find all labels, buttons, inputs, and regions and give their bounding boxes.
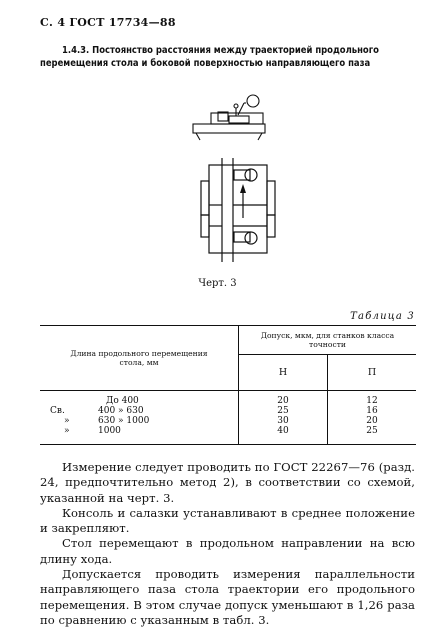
feed-direction-arrow: [240, 184, 246, 193]
right-guide-lower: [267, 215, 275, 237]
header-tolerance: Допуск, мкм, для станков класса точности: [260, 331, 395, 350]
table-upper-part: [211, 113, 263, 124]
header-class-h: Н: [239, 355, 328, 391]
measurement-scheme-figure: [0, 0, 435, 300]
row-h: 25: [239, 406, 328, 416]
dial-indicator-lower: [245, 232, 257, 244]
row-h: 40: [239, 426, 328, 445]
table-row: [40, 391, 416, 407]
row-p: 20: [366, 416, 378, 426]
section-number: 1.4.3.: [62, 45, 90, 56]
row-range: 400 » 630: [98, 406, 144, 416]
page-header: С. 4 ГОСТ 17734—88: [40, 16, 176, 29]
table-row: [40, 416, 416, 426]
left-guide-lower: [201, 215, 209, 237]
row-p: 16: [366, 406, 378, 416]
paragraph: Стол перемещают в продольном направлении на всю длину хода.: [40, 536, 415, 566]
table-row: [40, 406, 416, 416]
row-p: 12: [366, 396, 378, 406]
table-body: [209, 165, 267, 253]
row-prefix: »: [64, 426, 70, 436]
body-text: [40, 460, 415, 628]
row-range: До 400: [106, 396, 139, 406]
table-row: [40, 426, 416, 445]
left-guide-upper: [201, 181, 209, 215]
table-top-slab: [193, 124, 265, 133]
dial-indicator-upper: [245, 169, 257, 181]
row-prefix: »: [64, 416, 70, 426]
section-title: Постоянство расстояния между траекторией продольного перемещения стола и боковой поверхностью направляющего паза: [40, 45, 379, 69]
indicator-holder: [229, 116, 249, 123]
row-p: 25: [328, 426, 417, 445]
row-prefix: Св.: [50, 406, 65, 416]
row-h: 30: [239, 416, 328, 426]
row-range: 1000: [98, 426, 121, 436]
header-class-p: П: [328, 355, 417, 391]
tolerance-table: [40, 325, 416, 445]
row-h: 20: [239, 391, 328, 407]
dial-indicator-top: [247, 95, 259, 107]
paragraph: Допускается проводить измерения параллельности направляющего паза стола траектории его продольного перемещения. В этом случае допуск уменьшают в 1,26 раза по сравнению с указанным в табл. 3.: [40, 567, 415, 627]
header-length: Длина продольного перемещения стола, мм: [70, 349, 208, 367]
row-range: 630 » 1000: [98, 416, 150, 426]
indicator-holder-top: [234, 170, 250, 180]
paragraph: Консоль и салазки устанавливают в среднее положение и закрепляют.: [40, 505, 415, 536]
table-name: Таблица 3: [350, 311, 415, 322]
right-guide-upper: [267, 181, 275, 215]
paragraph: Измерение следует проводить по ГОСТ 22267—76 (разд. 24, предпочтительно метод 2), в соответствии со схемой, указанной на черт. 3.: [40, 460, 415, 505]
figure-caption: Черт. 3: [198, 278, 237, 289]
